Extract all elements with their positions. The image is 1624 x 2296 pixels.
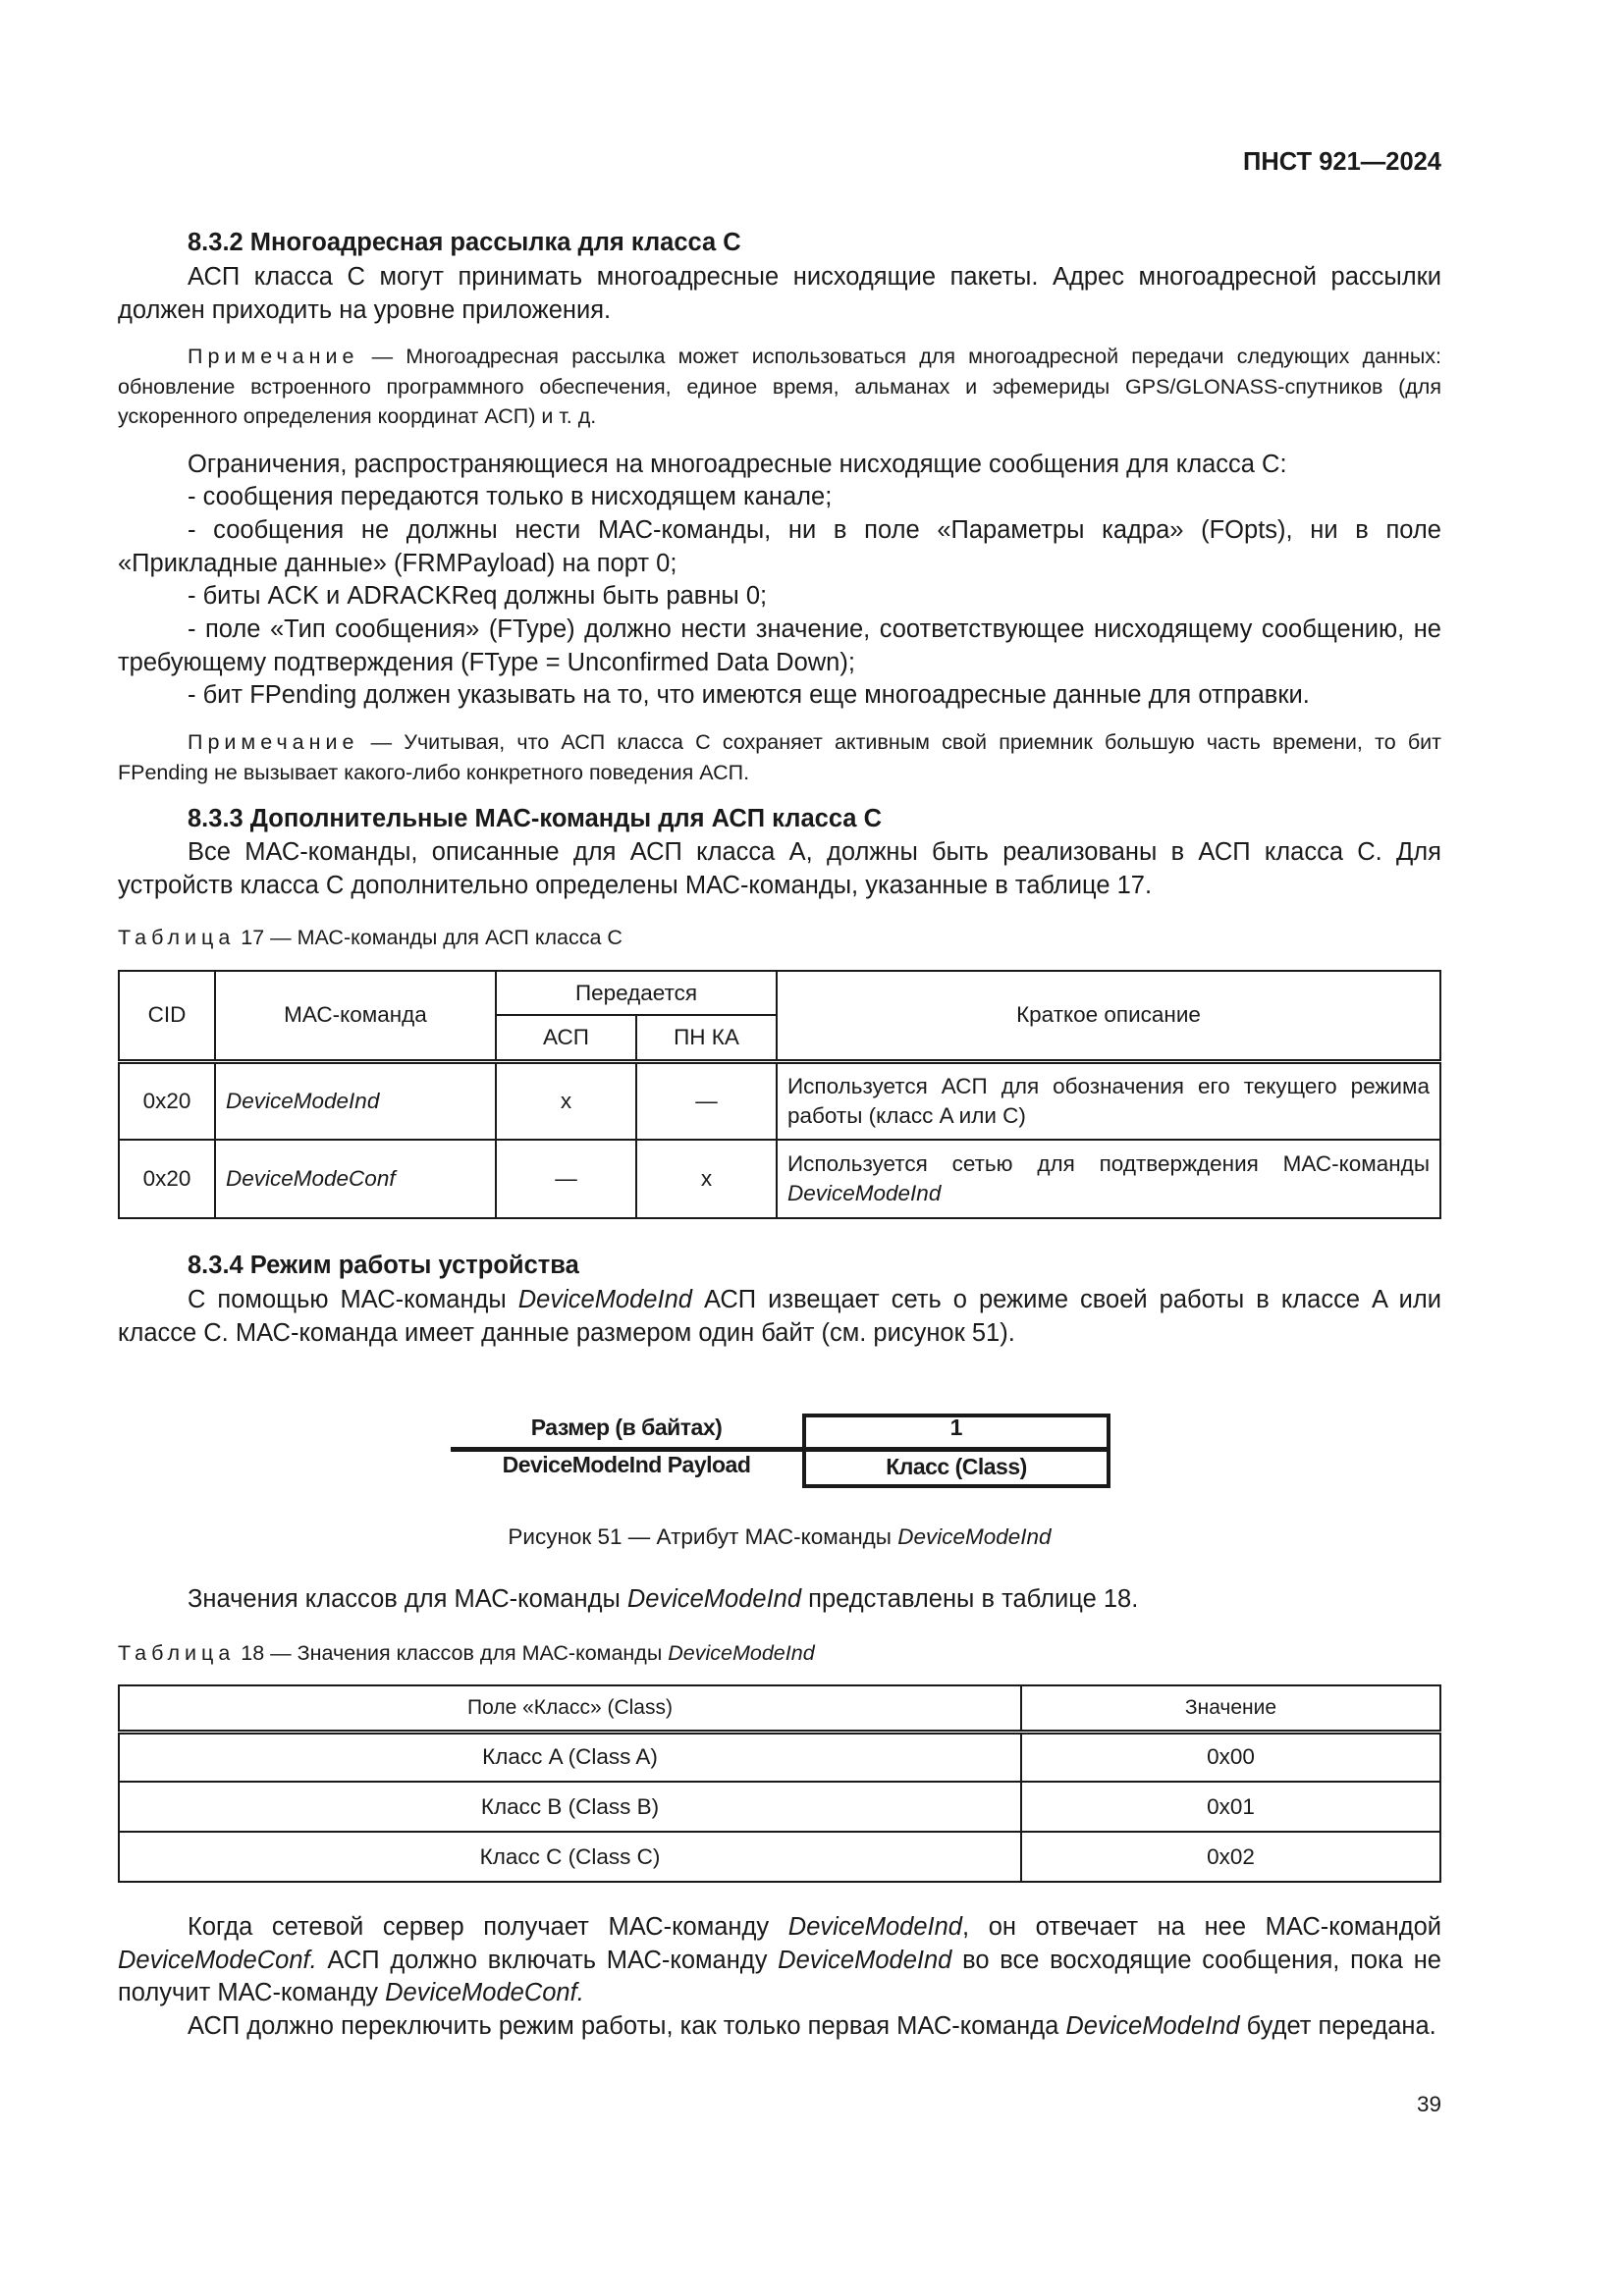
paragraph: Все МАС-команды, описанные для АСП класса A, должны быть реализованы в АСП класса C. Для устройств класса C дополнительно определены МАС-команды, указанные в таблице 17. [118,838,1441,899]
list-item: - сообщения передаются только в нисходящем канале; [188,483,833,510]
header-pnka: ПН КА [636,1015,777,1061]
caption-label: Таблица [118,1641,236,1665]
table-17-caption [118,926,623,950]
command-name: DeviceModeInd [226,1088,380,1113]
note [118,342,1441,432]
paragraph [118,2010,1441,2044]
table-17 [118,970,1441,1219]
note-label: Примечание [188,730,359,754]
cell-value: 0x02 [1021,1832,1440,1882]
text-italic: DeviceModeInd [778,1946,952,1974]
header-field: Поле «Класс» (Class) [119,1685,1021,1732]
table-row [119,1140,1440,1218]
cell-command [215,1061,496,1140]
text: Когда сетевой сервер получает МАС-команду [188,1913,788,1941]
paragraph [118,1583,1441,1617]
text-italic: DeviceModeInd [787,1913,962,1941]
cell-field: Класс C (Class C) [119,1832,1021,1882]
cell-field: Класс A (Class A) [119,1732,1021,1782]
text: АСП извещает сеть о режиме своей работы в классе A или классе C. МАС-команда имеет данные размером один байт (см. рисунок 51). [118,1286,1441,1347]
cell-value: 0x00 [1021,1732,1440,1782]
figure-row2-value: Класс (Class) [886,1454,1027,1479]
table-row [119,1832,1440,1882]
header-cid: CID [119,971,215,1061]
header-value: Значение [1021,1685,1440,1732]
header-sent: Передается [496,971,777,1015]
cell-asp: x [496,1061,636,1140]
description-text: Используется АСП для обозначения его текущего режима работы (класс A или C) [787,1073,1430,1128]
text: Значения классов для МАС-команды [188,1585,627,1613]
caption-italic: DeviceModeInd [897,1524,1052,1549]
note-text: — Многоадресная рассылка может использоваться для многоадресной передачи следующих данных: обновление встроенного программного обеспечения, единое время, альманах и эфемериды GPS/GLONASS-спутников (для ускоренного определения координат АСП) и т. д. [118,345,1441,428]
section-heading-8-3-3: 8.3.3 Дополнительные МАС-команды для АСП класса C [188,805,882,832]
description-text: Используется сетью для подтверждения МАС-команды [787,1151,1430,1176]
caption-text: 18 — Значения классов для МАС-команды [235,1641,669,1665]
caption-label: Таблица [118,926,236,949]
table-row [119,1782,1440,1832]
header-description: Краткое описание [777,971,1440,1061]
figure-caption [118,1524,1441,1550]
table-18-caption [118,1641,815,1666]
text-italic: DeviceModeInd [626,1585,802,1613]
note [118,727,1441,787]
text-italic: DeviceModeInd [1065,2012,1240,2040]
figure-row1-label: Размер (в байтах) [530,1415,723,1440]
section-heading-8-3-4: 8.3.4 Режим работы устройства [188,1252,579,1279]
cell-asp: — [496,1140,636,1218]
list-item: - биты ACK и ADRACKReq должны быть равны 0; [188,582,768,610]
cell-cid: 0x20 [119,1061,215,1140]
note-label: Примечание [188,345,359,368]
cell-command [215,1140,496,1218]
paragraph: АСП класса C могут принимать многоадресные нисходящие пакеты. Адрес многоадресной рассылки должен приходить на уровне приложения. [118,263,1441,324]
text-italic: DeviceModeConf. [385,1979,584,2006]
text: АСП должно включать МАС-команду [316,1946,779,1974]
paragraph: Ограничения, распространяющиеся на многоадресные нисходящие сообщения для класса C: [188,451,1287,478]
text-italic: DeviceModeInd [517,1286,692,1313]
cell-value: 0x01 [1021,1782,1440,1832]
text: во все восходящие сообщения, пока не получит МАС-команду [118,1946,1441,2006]
text: С помощью МАС-команды [188,1286,518,1313]
table-18 [118,1684,1441,1883]
caption-text: Рисунок 51 — Атрибут МАС-команды [508,1524,898,1549]
page-number: 39 [1416,2092,1441,2116]
section-heading-8-3-2: 8.3.2 Многоадресная рассылка для класса C [188,229,741,256]
figure-row2-label: DeviceModeInd Payload [502,1452,751,1477]
command-name: DeviceModeConf [226,1166,396,1191]
text: будет передана. [1239,2012,1436,2040]
note-text: — Учитывая, что АСП класса C сохраняет активным свой приемник большую часть времени, то бит FPending не вызывает какого-либо конкретного поведения АСП. [118,730,1441,784]
cell-field: Класс B (Class B) [119,1782,1021,1832]
cell-pnka: x [636,1140,777,1218]
figure-row1-value: 1 [949,1415,963,1440]
caption-italic: DeviceModeInd [668,1641,815,1665]
table-row [119,1061,1440,1140]
paragraph [118,1284,1441,1350]
cell-description [777,1061,1440,1140]
cell-cid: 0x20 [119,1140,215,1218]
list-item: - бит FPending должен указывать на то, что имеются еще многоадресные данные для отправки. [188,681,1310,709]
list-item: - поле «Тип сообщения» (FType) должно нести значение, соответствующее нисходящему сообщению, не требующему подтверждения (FType = Unconfirmed Data Down); [118,615,1441,676]
list-item: - сообщения не должны нести МАС-команды, ни в поле «Параметры кадра» (FOpts), ни в поле «Прикладные данные» (FRMPayload) на порт 0; [118,516,1441,577]
description-italic: DeviceModeInd [787,1181,942,1205]
cell-pnka: — [636,1061,777,1140]
header-mac-command: МАС-команда [215,971,496,1061]
document-id: ПНСТ 921—2024 [1243,148,1441,176]
cell-description [777,1140,1440,1218]
table-row [119,1732,1440,1782]
text-italic: DeviceModeConf. [118,1946,317,1974]
text: АСП должно переключить режим работы, как только первая МАС-команда [188,2012,1066,2040]
text: представлены в таблице 18. [801,1585,1139,1613]
text: , он отвечает на нее МАС-командой [961,1913,1442,1941]
caption-text: 17 — МАС-команды для АСП класса C [235,926,623,949]
header-asp: АСП [496,1015,636,1061]
paragraph [118,1911,1441,2010]
